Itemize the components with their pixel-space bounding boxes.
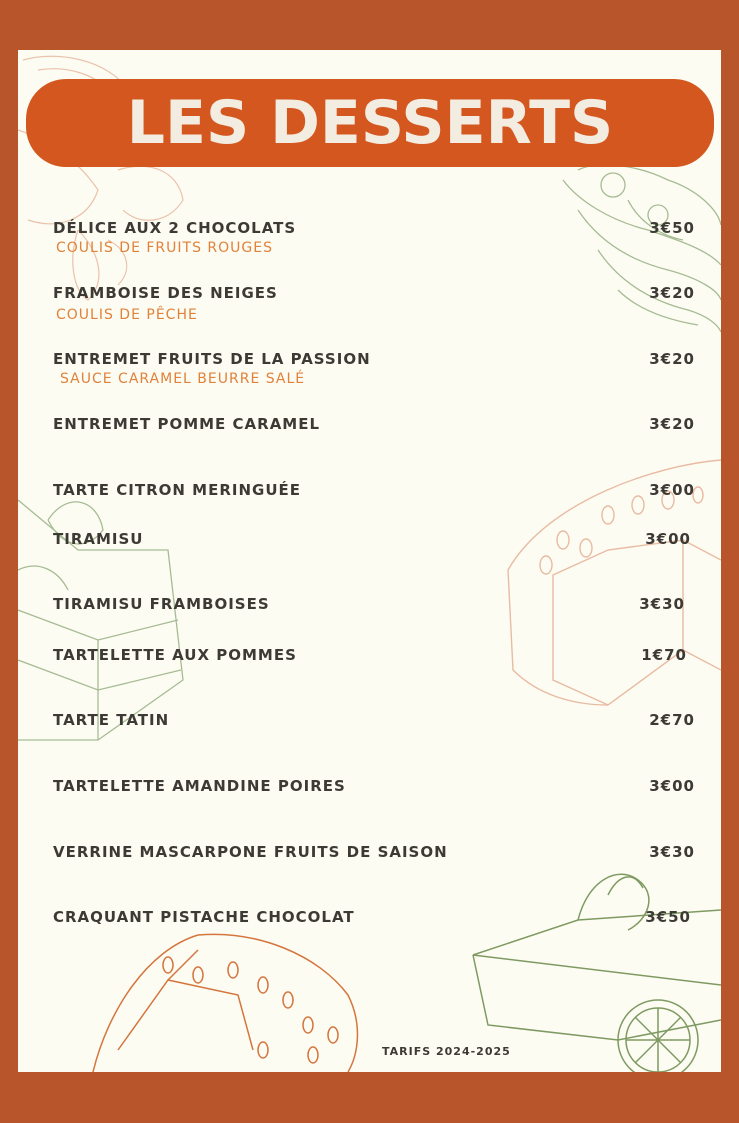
- menu-item-name: TIRAMISU FRAMBOISES: [53, 595, 270, 613]
- bottom-left-cheesecake-sketch: [93, 934, 357, 1072]
- top-right-leaf-sketch: [563, 165, 721, 332]
- menu-item-price: 2€70: [649, 711, 695, 729]
- menu-item-name: TARTE TATIN: [53, 711, 170, 729]
- menu-item-description: SAUCE CARAMEL BEURRE SALÉ: [60, 371, 306, 387]
- menu-item-name: VERRINE MASCARPONE FRUITS DE SAISON: [53, 843, 448, 861]
- menu-item-price: 3€20: [649, 350, 695, 368]
- menu-item-name: CRAQUANT PISTACHE CHOCOLAT: [53, 908, 355, 926]
- page-title: LES DESSERTS: [126, 88, 614, 158]
- menu-sheet: [18, 50, 721, 1072]
- menu-item-name: TIRAMISU: [53, 530, 144, 548]
- menu-item-price: 3€50: [649, 219, 695, 237]
- menu-item-name: TARTELETTE AUX POMMES: [53, 646, 297, 664]
- menu-item-price: 3€50: [645, 908, 691, 926]
- menu-item-name: FRAMBOISE DES NEIGES: [53, 284, 278, 302]
- menu-item-price: 3€30: [649, 843, 695, 861]
- menu-item-name: ENTREMET FRUITS DE LA PASSION: [53, 350, 371, 368]
- menu-item-price: 3€00: [645, 530, 691, 548]
- menu-item-price: 3€00: [649, 777, 695, 795]
- menu-item-price: 3€00: [649, 481, 695, 499]
- menu-item-name: TARTE CITRON MERINGUÉE: [53, 481, 301, 499]
- menu-item-price: 1€70: [641, 646, 687, 664]
- menu-item-name: TARTELETTE AMANDINE POIRES: [53, 777, 346, 795]
- menu-item-name: DÉLICE AUX 2 CHOCOLATS: [53, 219, 297, 237]
- menu-item-price: 3€20: [649, 415, 695, 433]
- price-year-footer: TARIFS 2024-2025: [382, 1045, 511, 1058]
- title-banner: [26, 79, 714, 167]
- menu-item-description: COULIS DE PÊCHE: [56, 307, 198, 323]
- bottom-right-lemon-pie-sketch: [473, 874, 721, 1072]
- menu-item-price: 3€30: [639, 595, 685, 613]
- menu-item-description: COULIS DE FRUITS ROUGES: [56, 240, 274, 256]
- menu-item-price: 3€20: [649, 284, 695, 302]
- menu-item-name: ENTREMET POMME CARAMEL: [53, 415, 321, 433]
